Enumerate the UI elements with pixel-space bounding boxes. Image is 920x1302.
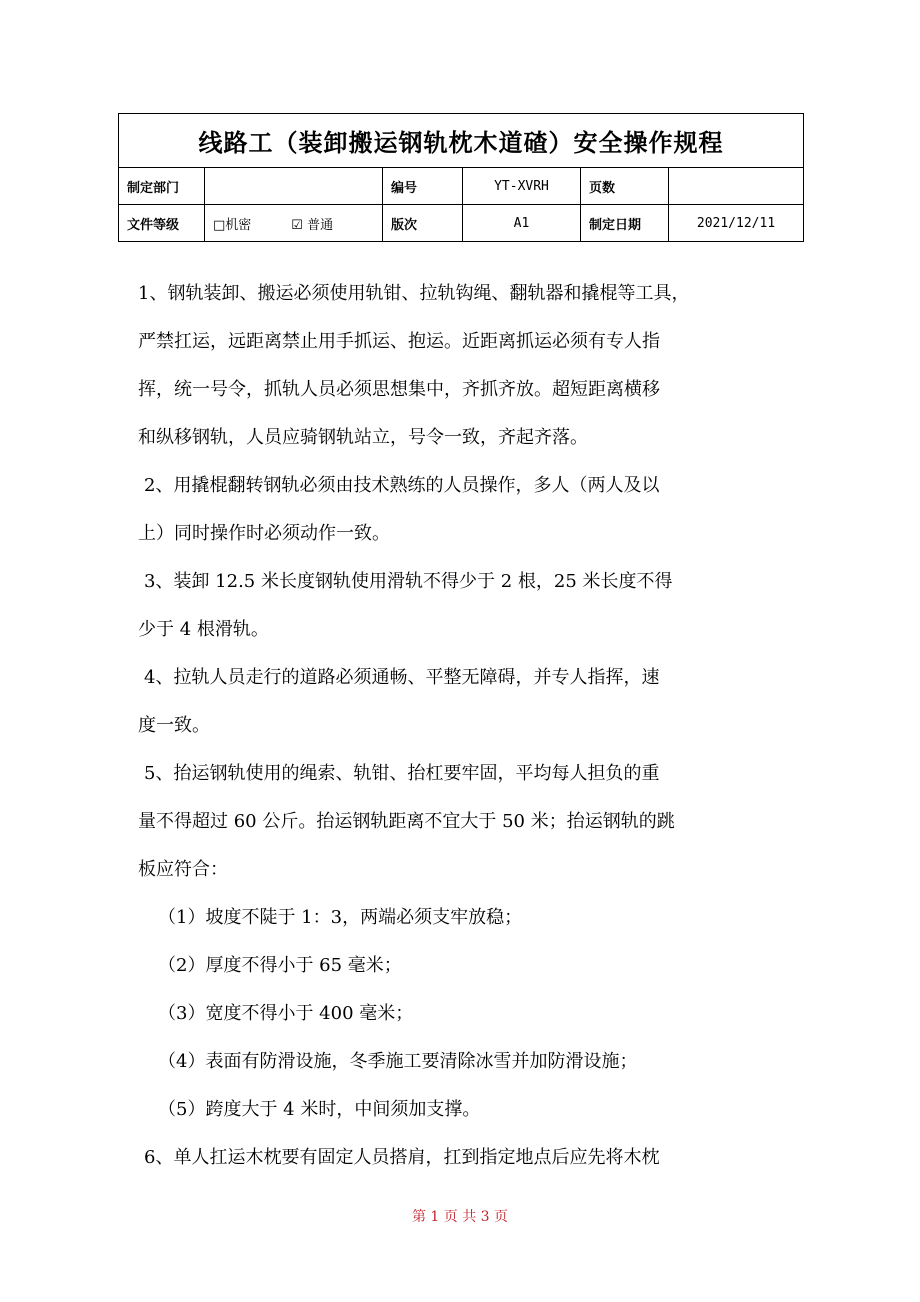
pages-value (669, 168, 804, 205)
date-label: 制定日期 (581, 205, 669, 242)
version-value: A1 (463, 205, 581, 242)
document-title: 线路工（装卸搬运钢轨枕木道碴）安全操作规程 (119, 114, 804, 168)
body-line: 2、用撬棍翻转钢轨必须由技术熟练的人员操作，多人（两人及以 (144, 475, 660, 496)
sub-item-line: （5）跨度大于 4 米时，中间须加支撑。 (158, 1099, 481, 1120)
number-label: 编号 (383, 168, 463, 205)
confidential-checkbox[interactable]: □机密 (213, 217, 252, 233)
body-line: 3、装卸 12.5 米长度钢轨使用滑轨不得少于 2 根，25 米长度不得 (144, 571, 673, 592)
document-header-table (118, 113, 804, 242)
dept-value (205, 168, 383, 205)
number-value: YT-XVRH (463, 168, 581, 205)
body-line: 挥，统一号令，抓轨人员必须思想集中，齐抓齐放。超短距离横移 (138, 379, 660, 400)
body-line: 少于 4 根滑轨。 (138, 619, 269, 640)
body-line: 4、拉轨人员走行的道路必须通畅、平整无障碍，并专人指挥，速 (144, 667, 660, 688)
pages-label: 页数 (581, 168, 669, 205)
version-label: 版次 (383, 205, 463, 242)
sub-item-line: （1）坡度不陡于 1：3，两端必须支牢放稳； (158, 907, 523, 928)
date-value: 2021/12/11 (669, 205, 804, 242)
body-line: 量不得超过 60 公斤。抬运钢轨距离不宜大于 50 米；抬运钢轨的跳 (138, 811, 675, 832)
normal-checkbox[interactable]: ☑ 普通 (291, 217, 334, 233)
body-line: 板应符合： (138, 859, 228, 880)
sub-item-line: （3）宽度不得小于 400 毫米； (158, 1003, 414, 1024)
body-line: 度一致。 (138, 715, 210, 736)
sub-item-line: （2）厚度不得小于 65 毫米； (158, 955, 402, 976)
dept-label: 制定部门 (119, 168, 205, 205)
page-footer: 第 1 页 共 3 页 (411, 1209, 509, 1225)
level-options (205, 205, 383, 242)
sub-item-line: （4）表面有防滑设施，冬季施工要清除冰雪并加防滑设施； (158, 1051, 638, 1072)
document-body (138, 270, 798, 1182)
body-line: 5、抬运钢轨使用的绳索、轨钳、抬杠要牢固，平均每人担负的重 (144, 763, 660, 784)
body-line: 和纵移钢轨，人员应骑钢轨站立，号令一致，齐起齐落。 (138, 427, 588, 448)
body-line: 严禁扛运，远距离禁止用手抓运、抱运。近距离抓运必须有专人指 (138, 331, 660, 352)
body-line: 1、钢轨装卸、搬运必须使用轨钳、拉轨钩绳、翻轨器和撬棍等工具， (138, 283, 690, 304)
level-label: 文件等级 (119, 205, 205, 242)
body-line: 6、单人扛运木枕要有固定人员搭肩，扛到指定地点后应先将木枕 (144, 1147, 660, 1168)
body-line: 上）同时操作时必须动作一致。 (138, 523, 390, 544)
